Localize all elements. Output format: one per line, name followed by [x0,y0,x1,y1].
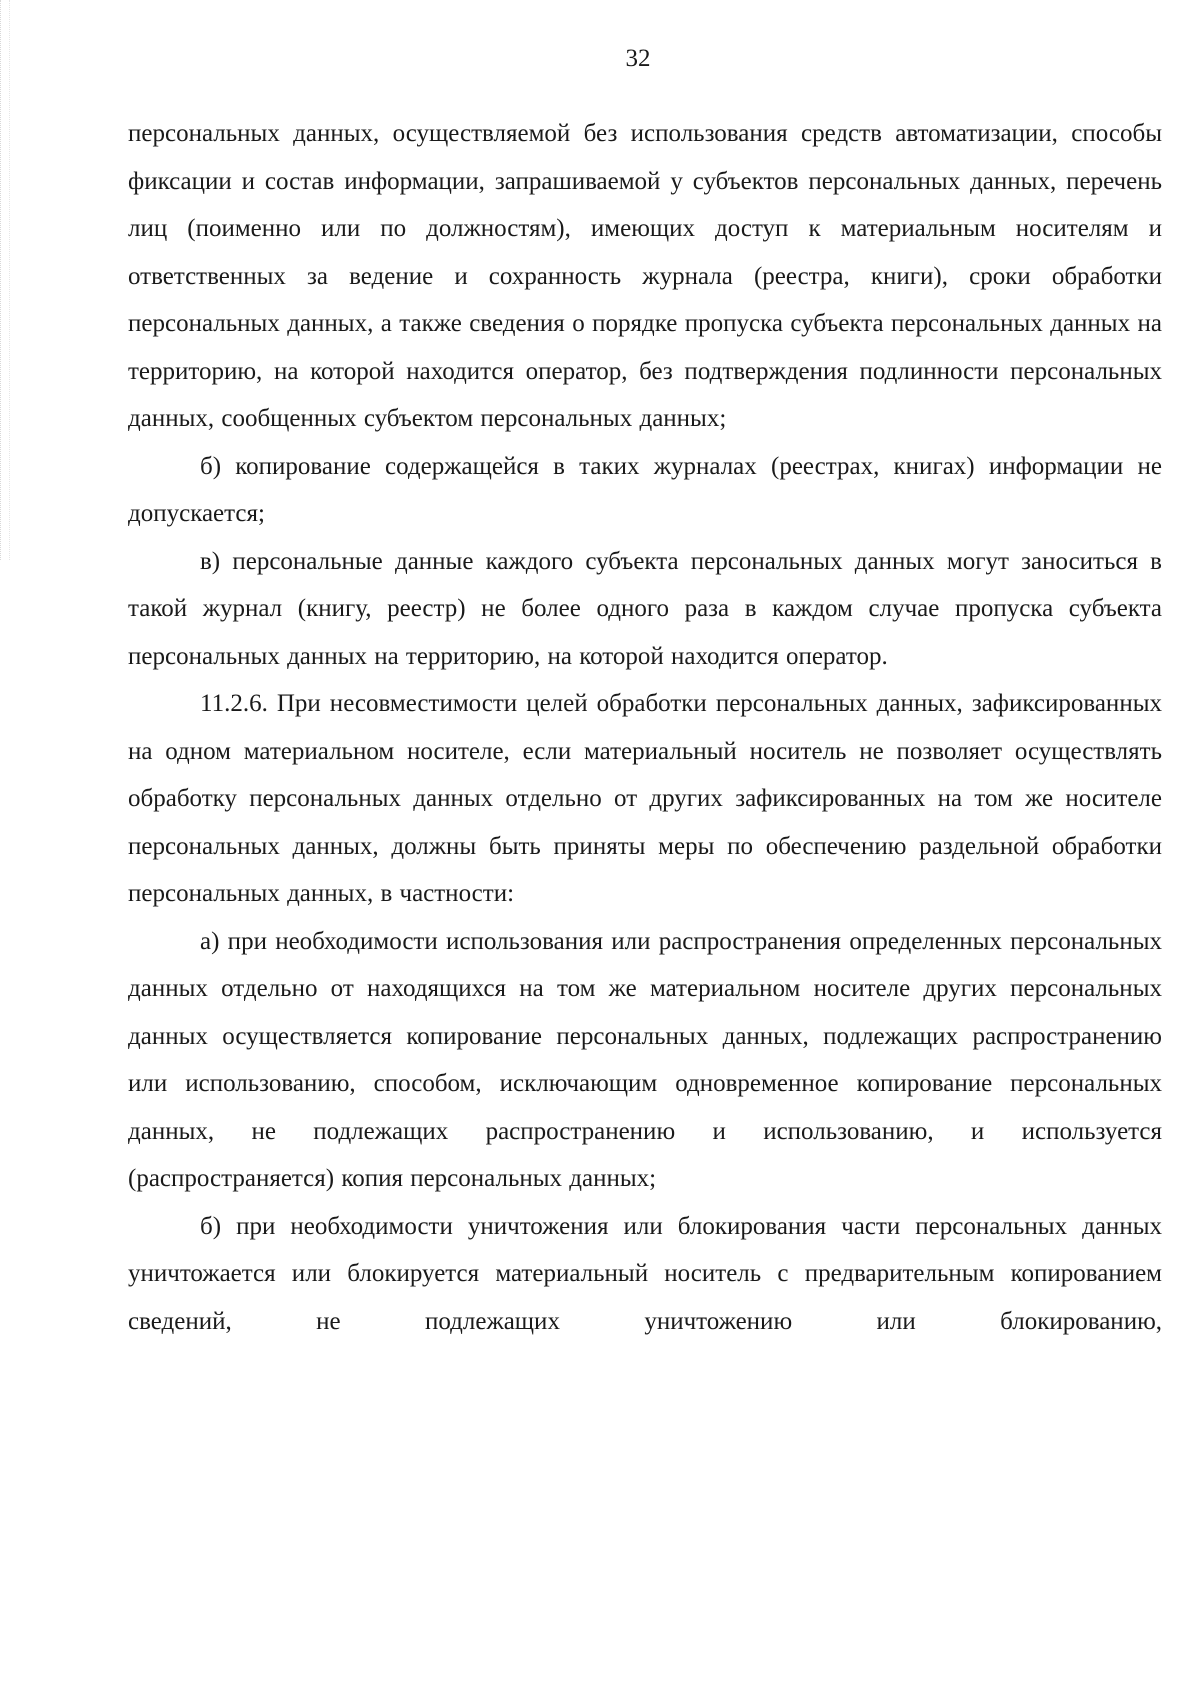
paragraph-11-2-6: 11.2.6. При несовместимости целей обработки персональных данных, зафиксированных на одном материальном носителе, если материальный носитель не позволяет осуществлять обработку персональных данных отдельно от других зафиксированных на том же носителе персональных данных, должны быть приняты меры по обеспечению раздельной обработки персональных данных, в частности: [128,690,1162,907]
paragraph-destruction-blocking: б) при необходимости уничтожения или блокирования части персональных данных уничтожается или блокируется материальный носитель с предварительным копированием сведений, не подлежащих уничтожению или блокированию, [128,1212,1162,1335]
paragraph-journal-requirements: персональных данных, осуществляемой без использования средств автоматизации, способы фиксации и состав информации, запрашиваемой у субъектов персональных данных, перечень лиц (поименно или по должностям), имеющих доступ к материальным носителям и ответственных за ведение и сохранность журнала (реестра, книги), сроки обработки персональных данных, а также сведения о порядке пропуска субъекта персональных данных на территорию, на которой находится оператор, без подтверждения подлинности персональных данных, сообщенных субъектом персональных данных; [128,120,1162,432]
document-body [128,110,1162,1345]
page-number: 32 [625,45,651,72]
paragraph-entry-once: в) персональные данные каждого субъекта персональных данных могут заноситься в такой журнал (книгу, реестр) не более одного раза в каждом случае пропуска субъекта персональных данных на территорию, на которой находится оператор. [128,547,1162,670]
paragraph-copying-prohibited: б) копирование содержащейся в таких журналах (реестрах, книгах) информации не допускается; [128,452,1162,527]
paragraph-separate-copying: а) при необходимости использования или распространения определенных персональных данных отдельно от находящихся на том же материальном носителе других персональных данных осуществляется копирование персональных данных, подлежащих распространению или использованию, способом, исключающим одновременное копирование персональных данных, не подлежащих распространению и использованию, и используется (распространяется) копия персональных данных; [128,927,1162,1192]
scan-edge-artifact [0,0,10,560]
